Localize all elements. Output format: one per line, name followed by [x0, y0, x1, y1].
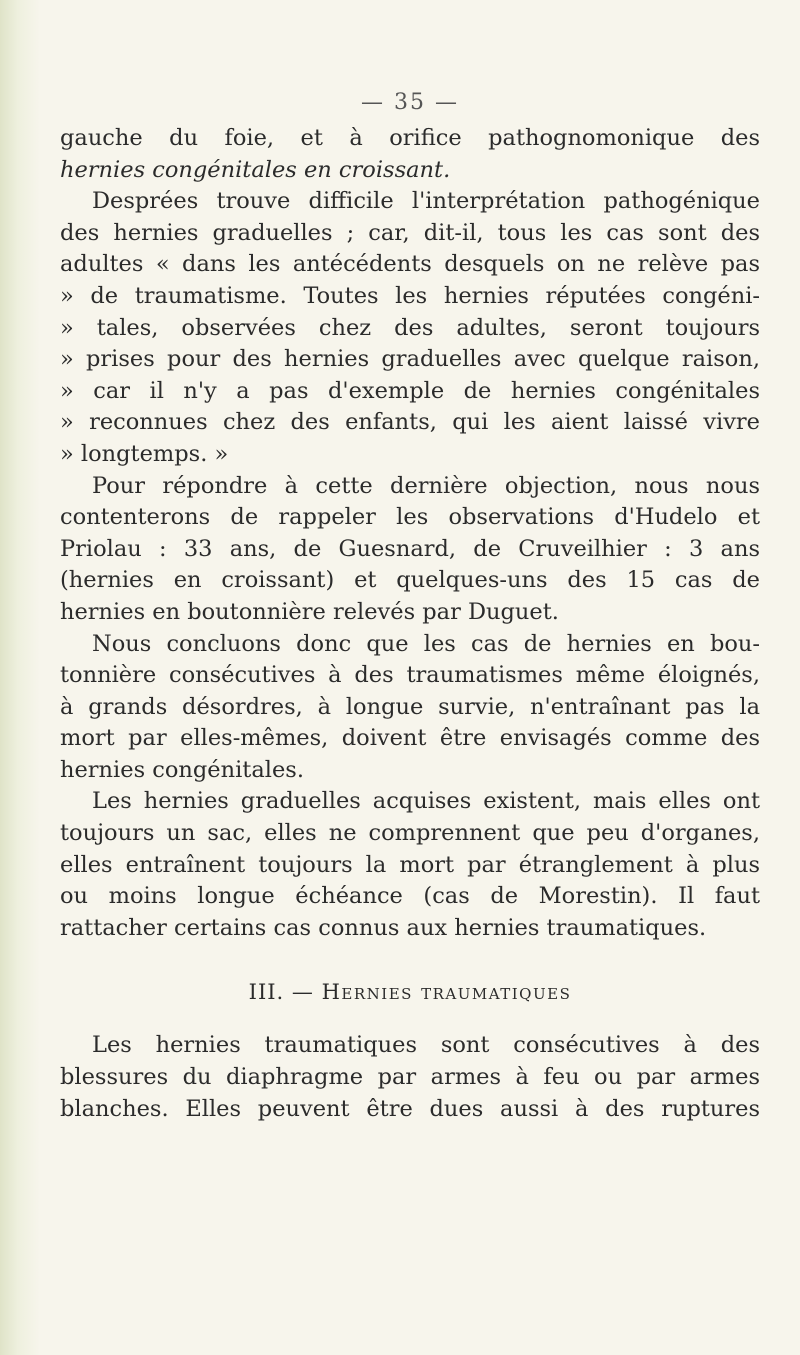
text-line: toujours un sac, elles ne comprennent que peu d'organes, — [60, 820, 760, 847]
text-line: à grands désordres, à longue survie, n'entraînant pas la — [60, 693, 760, 720]
text-line: Les hernies graduelles acquises existent, mais elles ont — [92, 788, 760, 815]
text-line: Desprées trouve difficile l'interprétation pathogénique — [92, 188, 760, 215]
text-line: hernies en boutonnière relevés par Duguet. — [60, 598, 559, 625]
text-line: hernies congénitales. — [60, 756, 304, 783]
text-line: blanches. Elles peuvent être dues aussi à des ruptures — [60, 1095, 760, 1122]
text-line: » reconnues chez des enfants, qui les aient laissé vivre — [60, 409, 760, 436]
text-line: Pour répondre à cette dernière objection, nous nous — [92, 472, 760, 499]
text-line: elles entraînent toujours la mort par étranglement à plus — [60, 851, 760, 878]
text-line: Nous concluons donc que les cas de hernies en bou- — [92, 630, 760, 657]
text-line: contenterons de rappeler les observations d'Hudelo et — [60, 504, 760, 531]
text-line: » car il n'y a pas d'exemple de hernies congénitales — [60, 377, 760, 404]
paragraph-4 — [60, 629, 760, 787]
text-line-italic-tail — [60, 155, 760, 187]
book-page — [60, 90, 760, 1125]
text-line: Priolau : 33 ans, de Guesnard, de Cruveilhier : 3 ans — [60, 535, 760, 562]
section-title: Hernies traumatiques — [321, 980, 572, 1005]
text-line: Les hernies traumatiques sont consécutives à des — [92, 1032, 760, 1059]
paragraph-2 — [60, 186, 760, 470]
text-line: adultes « dans les antécédents desquels on ne relève pas — [60, 251, 760, 278]
text-line: hernies congénitales en croissant. — [60, 156, 451, 183]
text-line: tonnière consécutives à des traumatismes même éloignés, — [60, 662, 760, 689]
paragraph-5 — [60, 786, 760, 944]
page-number: — 35 — — [361, 90, 459, 115]
text-line: des hernies graduelles ; car, dit-il, tous les cas sont des — [60, 219, 760, 246]
paragraph-3 — [60, 471, 760, 629]
page-edge-shadow — [0, 0, 40, 1355]
text-line: rattacher certains cas connus aux hernies traumatiques. — [60, 914, 707, 941]
text-line: blessures du diaphragme par armes à feu ou par armes — [60, 1064, 760, 1091]
text-line: mort par elles-mêmes, doivent être envisagés comme des — [60, 725, 760, 752]
text-line: gauche du foie, et à orifice pathognomonique des — [60, 125, 760, 151]
text-line: » prises pour des hernies graduelles avec quelque raison, — [60, 346, 760, 373]
paragraph-1 — [60, 123, 760, 186]
paragraph-6 — [60, 1030, 760, 1125]
section-numeral: III. — — [248, 980, 314, 1005]
text-line: » de traumatisme. Toutes les hernies réputées congéni- — [60, 282, 760, 309]
text-line: ou moins longue échéance (cas de Morestin). Il faut — [60, 883, 760, 910]
text-line: » tales, observées chez des adultes, seront toujours — [60, 314, 760, 341]
text-line: (hernies en croissant) et quelques-uns des 15 cas de — [60, 567, 760, 594]
text-line: » longtemps. » — [60, 440, 229, 467]
section-heading — [60, 980, 760, 1004]
